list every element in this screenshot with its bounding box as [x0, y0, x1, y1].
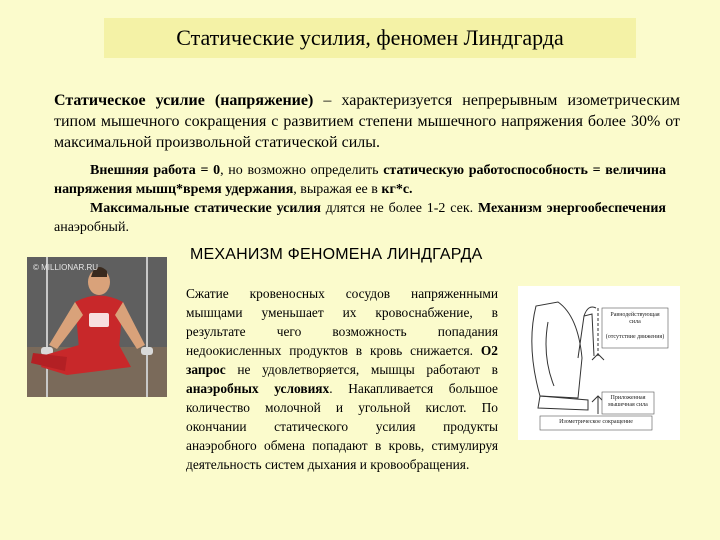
diagram-label-nomove: (отсутствие движения) [605, 334, 665, 340]
slide-title [104, 18, 636, 58]
mech-bold-1: О2 запрос [186, 343, 498, 377]
work-bold-3: кг*с. [381, 182, 413, 197]
diagram-label-resist: Равнодействующая сила [610, 312, 660, 325]
duration-bold-2: Механизм энергообеспечения [477, 201, 666, 216]
gymnast-photo [27, 257, 167, 397]
mechanism-heading: МЕХАНИЗМ ФЕНОМЕНА ЛИНДГАРДА [190, 246, 483, 263]
photo-caption: © MILLIONAR.RU [33, 263, 99, 272]
mech-bold-2: анаэробных условиях [186, 381, 330, 396]
mech-text-2: не удовлетворяется, мышцы работают в [225, 362, 498, 377]
duration-bold-1: Максимальные статические усилия [90, 201, 321, 216]
arm-illustration [518, 286, 680, 440]
mechanism-text [186, 284, 498, 474]
slide-title-text: Статические усилия, феномен Линдгарда [176, 25, 564, 50]
mech-text-1: Сжатие кровеносных сосудов напряженными мышцами уменьшает их кровоснабжение, в результате чего возможность попадания недоокисленных продуктов в кровь снижается. [186, 286, 498, 358]
work-paragraph [54, 161, 666, 199]
duration-text-2: анаэробный. [54, 220, 129, 235]
diagram-label-force: Приложенная мышечная сила [608, 395, 648, 408]
intro-paragraph [54, 90, 680, 153]
duration-paragraph [54, 199, 666, 237]
mech-text-3: . Накапливается большое количество молочной и угольной кислот. По окончании статического усилия продукты анаэробного обмена попадают в кровь, стимулируя деятельность систем дыхания и кровообращения. [186, 381, 498, 472]
work-text-2: , выражая ее в [293, 182, 382, 197]
intro-term: Статическое усилие (напряжение) [54, 92, 314, 109]
work-text-1: , но возможно определить [220, 163, 384, 178]
intro-text: – характеризуется непрерывным изометрическим типом мышечного сокращения с развитием степени мышечного напряжения более 30% от максимальной произвольной статической силы. [54, 92, 681, 151]
duration-text-1: длятся не более 1-2 сек. [320, 201, 478, 216]
work-bold-2: статическую работоспособность = величина напряжения мышц*время удержания [54, 163, 666, 197]
isometric-diagram [518, 286, 680, 440]
details-block [54, 161, 666, 237]
work-bold-1: Внешняя работа = 0 [90, 163, 221, 178]
gymnast-illustration [27, 257, 167, 397]
diagram-label-type: Изометрическое сокращение [559, 419, 633, 425]
